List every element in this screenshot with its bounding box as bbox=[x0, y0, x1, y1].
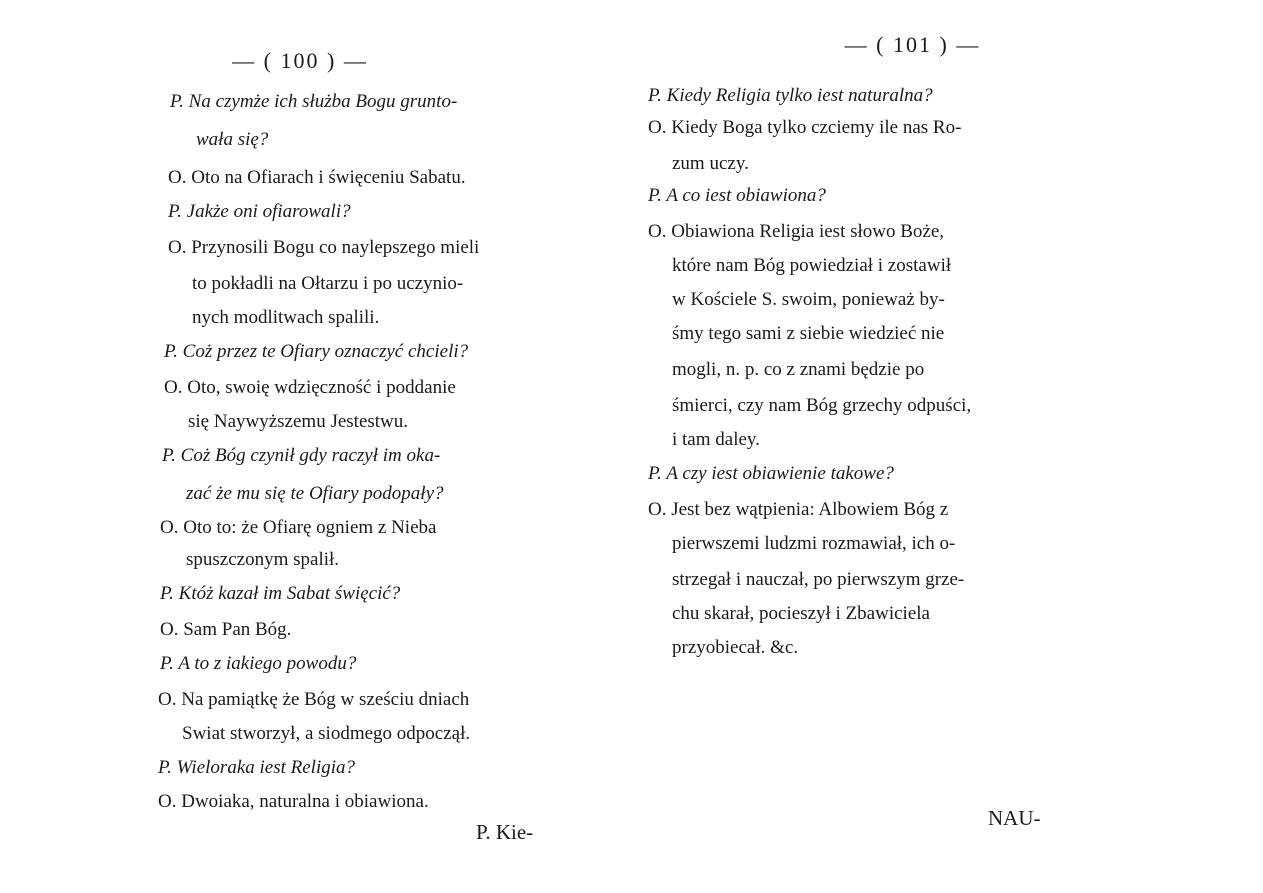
left-answer-line: się Naywyższemu Jestestwu. bbox=[188, 411, 409, 432]
left-answer-line: O. Sam Pan Bóg. bbox=[160, 619, 292, 640]
page-number-left: — ( 100 ) — bbox=[232, 48, 368, 73]
right-answer-line: O. Obiawiona Religia iest słowo Boże, bbox=[648, 221, 945, 242]
left-answer-line: spuszczonym spalił. bbox=[186, 549, 340, 570]
right-answer-line: strzegał i nauczał, po pierwszym grze- bbox=[672, 569, 965, 590]
right-answer-line: śmy tego sami z siebie wiedzieć nie bbox=[672, 323, 945, 344]
page-number-right: — ( 101 ) — bbox=[844, 32, 981, 57]
right-answer-line: które nam Bóg powiedział i zostawił bbox=[672, 255, 952, 276]
left-question-line: P. Coż Bóg czynił gdy raczył im oka- bbox=[162, 445, 441, 466]
left-answer-line: to pokładli na Ołtarzu i po uczynio- bbox=[192, 273, 464, 294]
right-question-line: P. A co iest obiawiona? bbox=[648, 185, 826, 206]
left-answer-line: O. Oto na Ofiarach i święceniu Sabatu. bbox=[168, 167, 466, 188]
left-question-line: P. Któż kazał im Sabat święcić? bbox=[160, 583, 401, 604]
left-answer-line: O. Przynosili Bogu co naylepszego mieli bbox=[168, 237, 480, 258]
left-question-line: P. Wieloraka iest Religia? bbox=[158, 757, 356, 778]
left-answer-line: O. Oto to: że Ofiarę ogniem z Nieba bbox=[160, 517, 437, 538]
right-answer-line: zum uczy. bbox=[672, 153, 749, 174]
left-question-line: P. Na czymże ich służba Bogu grunto- bbox=[170, 91, 458, 112]
right-answer-line: przyobiecał. &c. bbox=[672, 637, 799, 658]
right-answer-line: w Kościele S. swoim, ponieważ by- bbox=[672, 289, 945, 310]
left-answer-line: O. Dwoiaka, naturalna i obiawiona. bbox=[158, 791, 429, 812]
catchword-right: NAU- bbox=[988, 806, 1041, 830]
right-question-line: P. Kiedy Religia tylko iest naturalna? bbox=[648, 85, 933, 106]
left-question-line: zać że mu się te Ofiary podopały? bbox=[186, 483, 444, 504]
left-answer-line: O. Na pamiątkę że Bóg w sześciu dniach bbox=[158, 689, 470, 710]
right-answer-line: pierwszemi ludzmi rozmawiał, ich o- bbox=[672, 533, 956, 554]
left-question-line: P. Jakże oni ofiarowali? bbox=[168, 201, 351, 222]
right-answer-line: O. Kiedy Boga tylko czciemy ile nas Ro- bbox=[648, 117, 962, 138]
right-answer-line: O. Jest bez wątpienia: Albowiem Bóg z bbox=[648, 499, 949, 520]
right-question-line: P. A czy iest obiawienie takowe? bbox=[648, 463, 894, 484]
right-answer-line: mogli, n. p. co z znami będzie po bbox=[672, 359, 925, 380]
left-question-line: wała się? bbox=[196, 129, 269, 150]
left-question-line: P. A to z iakiego powodu? bbox=[160, 653, 357, 674]
left-question-line: P. Coż przez te Ofiary oznaczyć chcieli? bbox=[164, 341, 469, 362]
left-page bbox=[0, 0, 630, 893]
right-page bbox=[632, 0, 1263, 893]
right-answer-line: chu skarał, pocieszył i Zbawiciela bbox=[672, 603, 930, 624]
right-answer-line: śmierci, czy nam Bóg grzechy odpuści, bbox=[672, 395, 972, 416]
right-answer-line: i tam daley. bbox=[672, 429, 760, 450]
left-answer-line: O. Oto, swoię wdzięczność i poddanie bbox=[164, 377, 456, 398]
left-answer-line: nych modlitwach spalili. bbox=[192, 307, 380, 328]
left-answer-line: Swiat stworzył, a siodmego odpoczął. bbox=[182, 723, 471, 744]
catchword-left: P. Kie- bbox=[476, 820, 534, 844]
